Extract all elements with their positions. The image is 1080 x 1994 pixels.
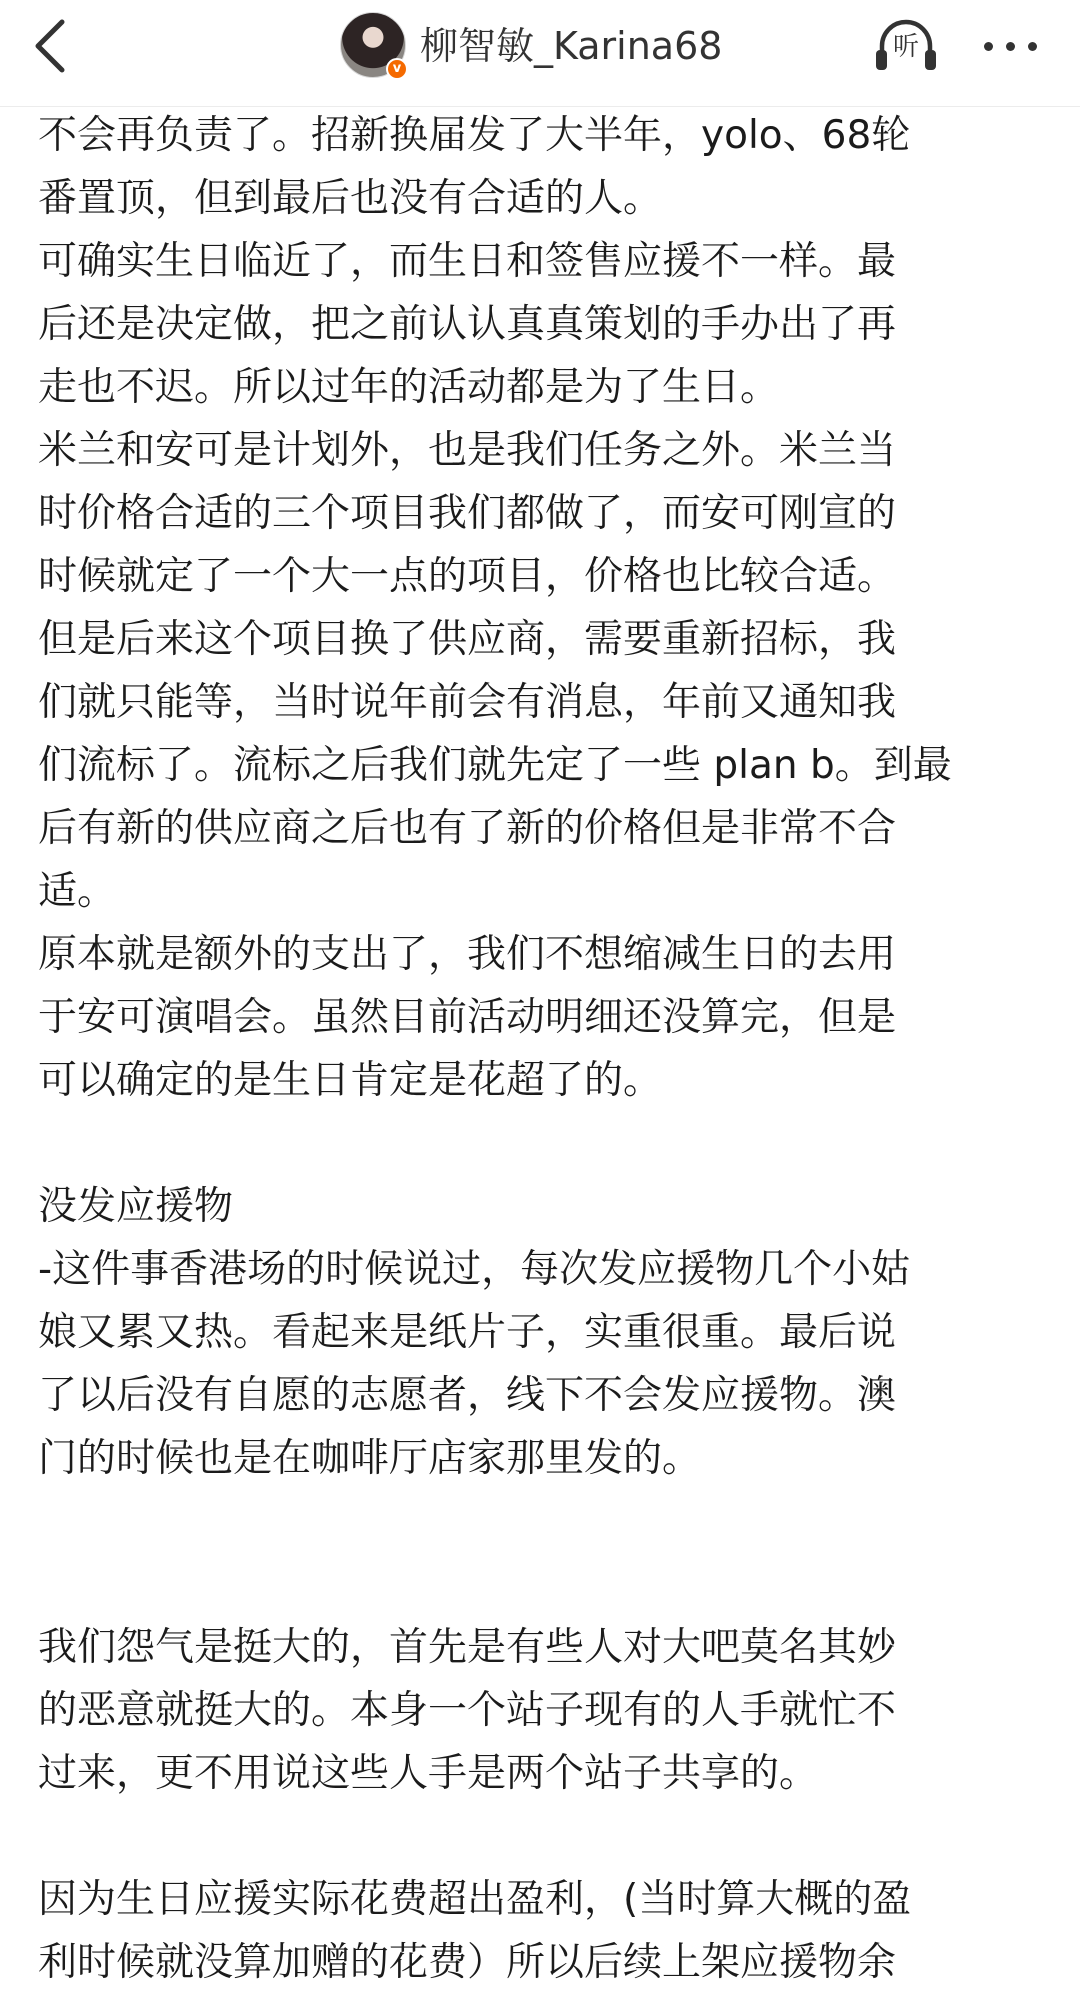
post-text-line: 了以后没有自愿的志愿者，线下不会发应援物。澳 — [38, 1373, 897, 1418]
post-text-line: 利时候就没算加赠的花费）所以后续上架应援物余 — [38, 1940, 897, 1985]
post-text-line: 原本就是额外的支出了，我们不想缩减生日的去用 — [38, 932, 897, 977]
back-button[interactable] — [22, 14, 82, 78]
blank-line — [38, 1805, 1058, 1868]
post-text-line: 门的时候也是在咖啡厅店家那里发的。 — [38, 1436, 702, 1481]
post-text-line: 时价格合适的三个项目我们都做了，而安可刚宣的 — [38, 491, 897, 536]
post-text-line: 适。 — [38, 869, 117, 914]
more-dots-icon — [1028, 42, 1037, 51]
post-text-line: 我们怨气是挺大的，首先是有些人对大吧莫名其妙 — [38, 1625, 897, 1670]
post-text-line: 但是后来这个项目换了供应商，需要重新招标，我 — [38, 617, 897, 662]
post-text-line: 可以确定的是生日肯定是花超了的。 — [38, 1058, 663, 1103]
post-text-line: 后还是决定做，把之前认认真真策划的手办出了再 — [38, 302, 897, 347]
post-text-line: 走也不迟。所以过年的活动都是为了生日。 — [38, 365, 780, 410]
more-dots-icon — [1006, 42, 1015, 51]
more-options-button[interactable] — [978, 16, 1044, 76]
blank-line — [38, 1112, 1058, 1175]
more-dots-icon — [984, 42, 993, 51]
post-text-line: 不会再负责了。招新换届发了大半年，yolo、68轮 — [38, 113, 911, 158]
chevron-left-icon — [22, 14, 82, 78]
post-body — [38, 104, 1058, 1994]
post-text-line: 们流标了。流标之后我们就先定了一些 plan b。到最 — [38, 743, 952, 788]
post-text-line: 娘又累又热。看起来是纸片子，实重很重。最后说 — [38, 1310, 897, 1355]
post-text-line: 过来，更不用说这些人手是两个站子共享的。 — [38, 1751, 819, 1796]
post-text-line: 时候就定了一个大一点的项目，价格也比较合适。 — [38, 554, 897, 599]
post-text-line: 米兰和安可是计划外，也是我们任务之外。米兰当 — [38, 428, 897, 473]
verified-badge-icon: v — [386, 58, 408, 80]
post-text-line: -这件事香港场的时候说过，每次发应援物几个小姑 — [38, 1247, 911, 1292]
username[interactable]: 柳智敏_Karina68 — [420, 24, 723, 68]
listen-button[interactable] — [872, 16, 940, 76]
post-text-line: 后有新的供应商之后也有了新的价格但是非常不合 — [38, 806, 897, 851]
post-text-line: 的恶意就挺大的。本身一个站子现有的人手就忙不 — [38, 1688, 897, 1733]
post-text-line: 没发应援物 — [38, 1184, 234, 1229]
post-text-line: 们就只能等，当时说年前会有消息，年前又通知我 — [38, 680, 897, 725]
blank-line — [38, 1553, 1058, 1616]
post-text-line: 于安可演唱会。虽然目前活动明细还没算完，但是 — [38, 995, 897, 1040]
post-text-line: 因为生日应援实际花费超出盈利，(当时算大概的盈 — [38, 1877, 912, 1922]
post-text-line: 番置顶，但到最后也没有合适的人。 — [38, 176, 663, 221]
blank-line — [38, 1490, 1058, 1553]
listen-label: 听 — [892, 32, 919, 62]
top-navigation-bar — [0, 0, 1080, 107]
post-text-line: 可确实生日临近了，而生日和签售应援不一样。最 — [38, 239, 897, 284]
